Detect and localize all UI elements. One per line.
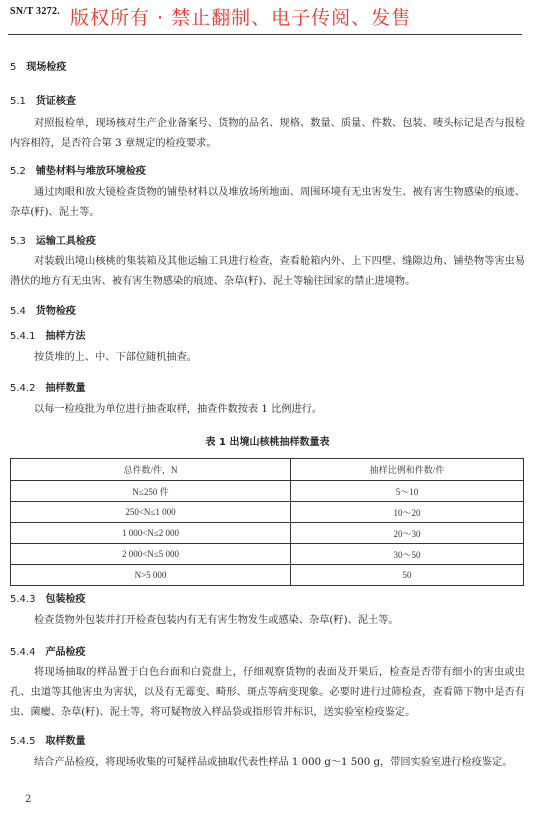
table-cell: 2 000<N≤5 000 [11, 544, 291, 565]
section-number: 5 [10, 62, 17, 73]
table-header-cell: 抽样比例和件数/件 [291, 459, 524, 481]
table-cell: 1 000<N≤2 000 [11, 523, 291, 544]
paragraph-5-3: 对装载出境山核桃的集装箱及其他运输工具进行检查，查看舱箱内外、上下四壁、缝隙边角、铺垫物等害虫易潜伏的地方有无虫害、被有害生物感染的痕迹、杂草(籽)、泥土等输往国家的禁止进境物。 [10, 256, 525, 287]
section-number: 5.4.1 [10, 331, 36, 342]
section-title: 铺垫材料与堆放环境检疫 [35, 166, 146, 177]
table-cell: 5～10 [291, 481, 524, 502]
table-cell: 50 [291, 565, 524, 586]
table-caption: 表 1 出境山核桃抽样数量表 [205, 437, 330, 448]
paragraph-5-4-5: 结合产品检疫，将现场收集的可疑样品或抽取代表性样品 1 000 g～1 500 g，带回实验室进行检疫鉴定。 [34, 757, 513, 768]
section-title: 现场检疫 [26, 62, 67, 73]
table-cell: N≤250 件 [11, 481, 291, 502]
section-number: 5.4.2 [10, 383, 36, 394]
section-5-3-heading [10, 232, 96, 247]
section-title: 抽样方法 [45, 331, 86, 342]
table-row [11, 481, 524, 502]
section-5-4-4-heading [10, 643, 85, 658]
table-row [11, 502, 524, 523]
section-5-1-heading [10, 92, 76, 107]
section-number: 5.4.3 [10, 594, 36, 605]
table-header-cell: 总件数/件，N [11, 459, 291, 481]
paragraph-5-2: 通过肉眼和放大镜检查货物的铺垫材料以及堆放场所地面、周围环境有无虫害发生、被有害生物感染的痕迹、杂草(籽)、泥土等。 [10, 187, 525, 218]
paragraph-5-4-1: 按货堆的上、中、下部位随机抽查。 [34, 352, 197, 363]
section-title: 货物检疫 [35, 306, 76, 317]
table-cell: N>5 000 [11, 565, 291, 586]
section-5-2-heading [10, 162, 146, 177]
section-number: 5.1 [10, 96, 26, 107]
section-title: 运输工具检疫 [35, 236, 96, 247]
section-number: 5.4.4 [10, 647, 36, 658]
table-cell: 250<N≤1 000 [11, 502, 291, 523]
section-5-4-1-heading [10, 327, 85, 342]
section-title: 包装检疫 [45, 594, 86, 605]
table-header-row [11, 459, 524, 481]
header-divider [8, 34, 522, 35]
section-title: 产品检疫 [45, 647, 86, 658]
section-5-4-5-heading [10, 732, 85, 747]
section-number: 5.3 [10, 236, 26, 247]
section-5-4-heading [10, 302, 76, 317]
section-5-4-2-heading [10, 379, 85, 394]
table-row [11, 523, 524, 544]
section-5-heading [10, 58, 66, 73]
paragraph-5-4-3: 检查货物外包装并打开检查包装内有无有害生物发生或感染、杂草(籽)、泥土等。 [34, 615, 399, 626]
section-number: 5.4 [10, 306, 26, 317]
copyright-watermark: 版权所有 · 禁止翻制、电子传阅、发售 [70, 7, 412, 29]
section-title: 抽样数量 [45, 383, 86, 394]
section-number: 5.4.5 [10, 736, 36, 747]
table-row [11, 544, 524, 565]
table-row [11, 565, 524, 586]
paragraph-5-1: 对照报检单，现场核对生产企业备案号、货物的品名、规格、数量、质量、件数、包装、唛头标记是否与报检内容相符，是否符合第 3 章规定的检疫要求。 [10, 118, 525, 149]
sampling-table [10, 458, 524, 586]
table-cell: 20～30 [291, 523, 524, 544]
section-title: 取样数量 [45, 736, 86, 747]
section-number: 5.2 [10, 166, 26, 177]
paragraph-5-4-4: 将现场抽取的样品置于白色台面和白瓷盘上，仔细观察货物的表面及开果后，检查是否带有细小的害虫或虫孔、虫道等其他害虫为害状，以及有无霉变、畸形、斑点等病变现象。必要时进行过筛检查，查看筛下物中是否有虫、菌瘿、杂草(籽)、泥土等，将可疑物放入样品袋或指形管并标识，送实验室检疫鉴定。 [10, 667, 525, 718]
paragraph-5-4-2: 以每一检疫批为单位进行抽查取样，抽查件数按表 1 比例进行。 [34, 404, 323, 415]
section-5-4-3-heading [10, 590, 85, 605]
section-title: 货证核查 [35, 96, 76, 107]
table-cell: 10～20 [291, 502, 524, 523]
page-number: 2 [25, 794, 32, 805]
standard-code: SN/T 3272. [10, 6, 61, 17]
table-cell: 30～50 [291, 544, 524, 565]
